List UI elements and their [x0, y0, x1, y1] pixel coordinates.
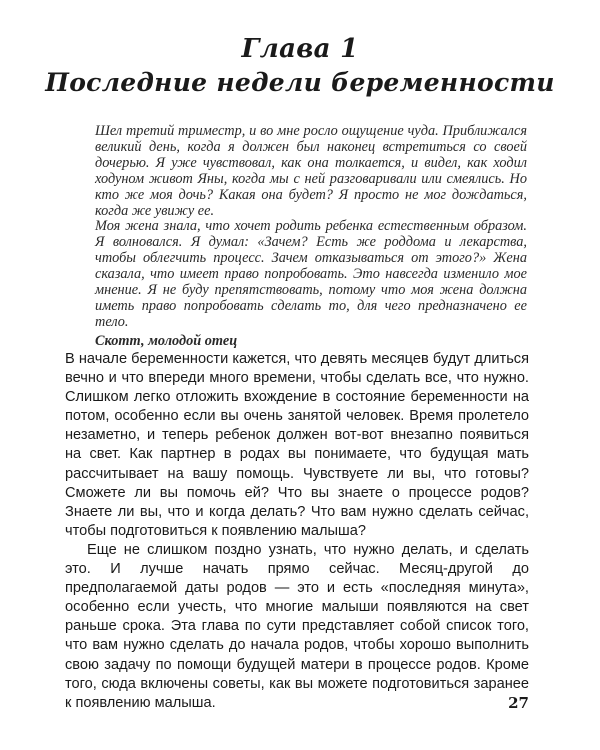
page-number: 27 [508, 694, 529, 712]
epigraph-author: Скотт, молодой отец [95, 332, 238, 349]
chapter-title: Последние недели беременности [45, 68, 555, 97]
epigraph-paragraph: Шел третий триместр, и во мне росло ощущение чуда. Приближался великий день, когда я должен был наконец встретиться со своей дочерью. Я уже чувствовал, как она толкается, и видел, как ходил ходуном живот Яны, когда мы с ней разговаривали или смеялись. Но кто же моя дочь? Какая она будет? Я просто не мог дождаться, когда же увижу ее. [95, 123, 527, 219]
epigraph-paragraph: Моя жена знала, что хочет родить ребенка естественным образом. Я волновался. Я думал: «Зачем? Есть же роддома и лекарства, чтобы облегчить процесс. Зачем отказываться от этого?» Жена сказала, что имеет право попробовать. Это навсегда изменило мое мнение. Я не буду препятствовать, потому что моя жена должна иметь право попробовать сделать то, для чего предназначено ее тело. [95, 218, 527, 330]
body-paragraph: Еще не слишком поздно узнать, что нужно делать, и сделать это. И лучше начать прямо сейчас. Месяц-другой до предполагаемой даты родов — это и есть «последняя минута», особенно если учесть, что многие малыши появляются на свет раньше срока. Эта глава по сути представляет собой список того, что вам нужно сделать до начала родов, чтобы хорошо выполнить свою задачу по помощи будущей матери в процессе родов. Кроме того, сюда включены советы, как вы можете подготовиться заранее к появлению малыша. [65, 541, 529, 711]
epigraph [95, 124, 527, 350]
body-paragraph: В начале беременности кажется, что девять месяцев будут длиться вечно и что впереди много времени, чтобы сделать все, что нужно. Слишком легко отложить вхождение в состояние беременности на потом, особенно если вы очень занятой человек. Время пролетело незаметно, и теперь ребенок должен вот-вот внезапно появиться на свет. Как партнер в родах вы понимаете, что будущая мать рассчитывает на вашу помощь. Чувствуете ли вы, что готовы? Сможете ли вы помочь ей? Что вы знаете о процессе родов? Знаете ли вы, что и когда делать? Что вам нужно сделать сейчас, чтобы подготовиться к появлению малыша? [65, 351, 529, 539]
chapter-heading [40, 32, 560, 100]
chapter-number: Глава 1 [241, 34, 359, 64]
body-text [65, 350, 529, 713]
